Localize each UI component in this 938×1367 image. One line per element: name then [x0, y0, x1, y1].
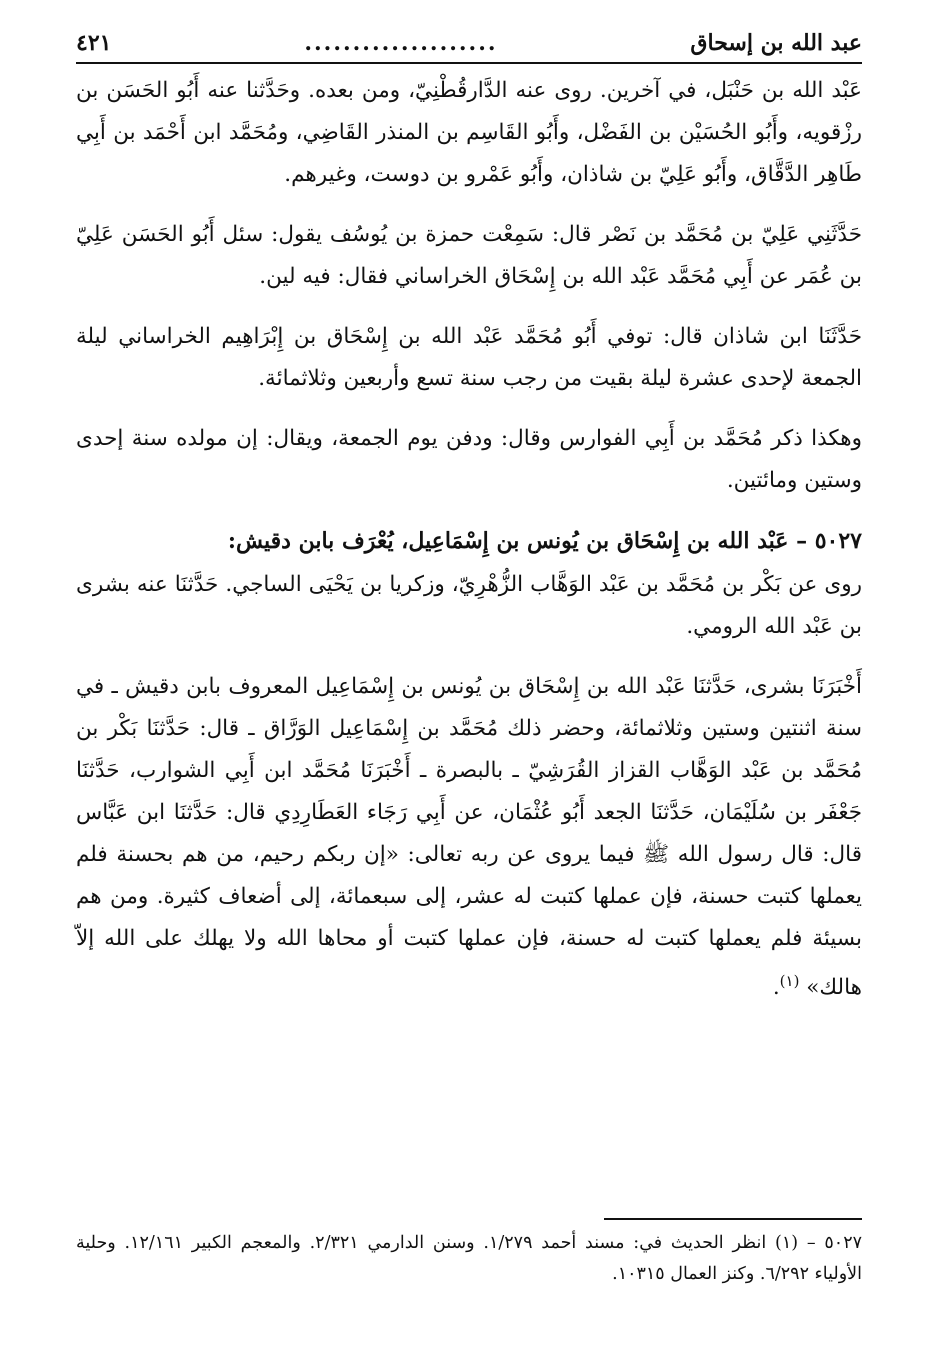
entry-paragraph-2: أَخْبَرَنَا بشرى، حَدَّثنَا عَبْد الله بن إِسْحَاق بن يُونس بن إِسْمَاعِيل المعروف بابن دقيش ـ في سنة اثنتين وستين وثلاثمائة، وحضر ذلك مُحَمَّد بن إِسْمَاعِيل الوَرَّاق ـ قال: حَدَّثنَا بَكْر بن مُحَمَّد بن عَبْد الوَهَّاب القزاز القُرَشِيّ ـ بالبصرة ـ أَخْبَرَنَا مُحَمَّد ابن أَبِي الشوارب، حَدَّثنَا جَعْفَر بن سُلَيْمَان، حَدَّثنَا الجعد أَبُو عُثْمَان، عن أَبِي رَجَاء العَطَارِدِي قال: حَدَّثنَا ابن عَبَّاس قال: قال رسول الله ﷺ فيما يروى عن ربه تعالى: «إن ربكم رحيم، من هم بحسنة فلم يعملها كتبت حسنة، فإن عملها كتبت له عشر، إلى سبعمائة، إلى أضعاف كثيرة. ومن هم بسيئة فلم يعملها كتبت له حسنة، فإن عملها كتبت أو محاها الله ولا يهلك على الله إلاّ هالك» $^{(١)}$.: [76, 674, 862, 1001]
footnote-divider: [604, 1218, 862, 1220]
paragraph-3: حَدَّثَنَا ابن شاذان قال: توفي أَبُو مُحَمَّد عَبْد الله بن إِسْحَاق بن إِبْرَاهِيم الخراساني ليلة الجمعة لإحدى عشرة ليلة بقيت من رجب سنة تسع وأربعين وثلاثمائة.: [76, 324, 862, 391]
entry-paragraph-1: روى عن بَكْر بن مُحَمَّد بن عَبْد الوَهَّاب الزُّهْرِيّ، وزكريا بن يَحْيَى الساجي. حَدَّثنَا عنه بشرى بن عَبْد الله الرومي.: [76, 572, 862, 639]
paragraph-2: حَدَّثَنِي عَلِيّ بن مُحَمَّد بن نَصْر قال: سَمِعْت حمزة بن يُوسُف يقول: سئل أَبُو الحَسَن عَلِيّ بن عُمَر عن أَبِي مُحَمَّد عَبْد الله بن إِسْحَاق الخراساني فقال: فيه لين.: [76, 222, 862, 289]
paragraph-4: وهكذا ذكر مُحَمَّد بن أَبِي الفوارس وقال: ودفن يوم الجمعة، ويقال: إن مولده سنة إحدى وستين ومائتين.: [76, 426, 862, 493]
page-number: ٤٢١: [76, 30, 112, 56]
footnote: ٥٠٢٧ – (١) انظر الحديث في: مسند أحمد ١/٢٧٩. وسنن الدارمي ٢/٣٢١. والمعجم الكبير ١٢/١٦١. وحلية الأولياء ٦/٢٩٢. وكنز العمال ١٠٣١٥.: [76, 1233, 863, 1284]
header-leader-dots: ....................: [304, 30, 498, 56]
footnote-marker: (١): [779, 972, 800, 990]
paragraph-1: عَبْد الله بن حَنْبَل، في آخرين. روى عنه الدَّارقُطْنِيّ، ومن بعده. وحَدَّثنا عنه أَبُو الحَسَن بن رزْقويه، وأَبُو الحُسَيْن بن الفَضْل، وأَبُو القَاسِم بن المنذر القَاضِي، ومُحَمَّد ابن أَحْمَد بن أَبِي طَاهِر الدَّقَّاق، وأَبُو عَلِيّ بن شاذان، وأَبُو عَمْرو بن دوست، وغيرهم.: [76, 78, 862, 187]
header-title: عبد الله بن إسحاق: [690, 30, 862, 56]
hadith-text: أَخْبَرَنَا بشرى، حَدَّثنَا عَبْد الله بن إِسْحَاق بن يُونس بن إِسْمَاعِيل المعروف بابن دقيش ـ في سنة اثنتين وستين وثلاثمائة، وحضر ذلك مُحَمَّد بن إِسْمَاعِيل الوَرَّاق ـ قال: حَدَّثنَا بَكْر بن مُحَمَّد بن عَبْد الوَهَّاب القزاز القُرَشِيّ ـ بالبصرة ـ أَخْبَرَنَا مُحَمَّد ابن أَبِي الشوارب، حَدَّثنَا جَعْفَر بن سُلَيْمَان، حَدَّثنَا الجعد أَبُو عُثْمَان، عن أَبِي رَجَاء العَطَارِدِي قال: حَدَّثنَا ابن عَبَّاس قال: قال رسول الله ﷺ فيما يروى عن ربه تعالى: «إن ربكم رحيم، من هم بحسنة فلم يعملها كتبت حسنة، فإن عملها كتبت له عشر، إلى سبعمائة، إلى أضعاف كثيرة. ومن هم بسيئة فلم يعملها كتبت له حسنة، فإن عملها كتبت أو محاها الله ولا يهلك على الله إلاّ هالك»: [76, 674, 862, 1001]
entry-heading: ٥٠٢٧ – عَبْد الله بن إِسْحَاق بن يُونس بن إِسْمَاعِيل، يُعْرَف بابن دقيش:: [227, 528, 862, 554]
running-header: [76, 26, 862, 64]
